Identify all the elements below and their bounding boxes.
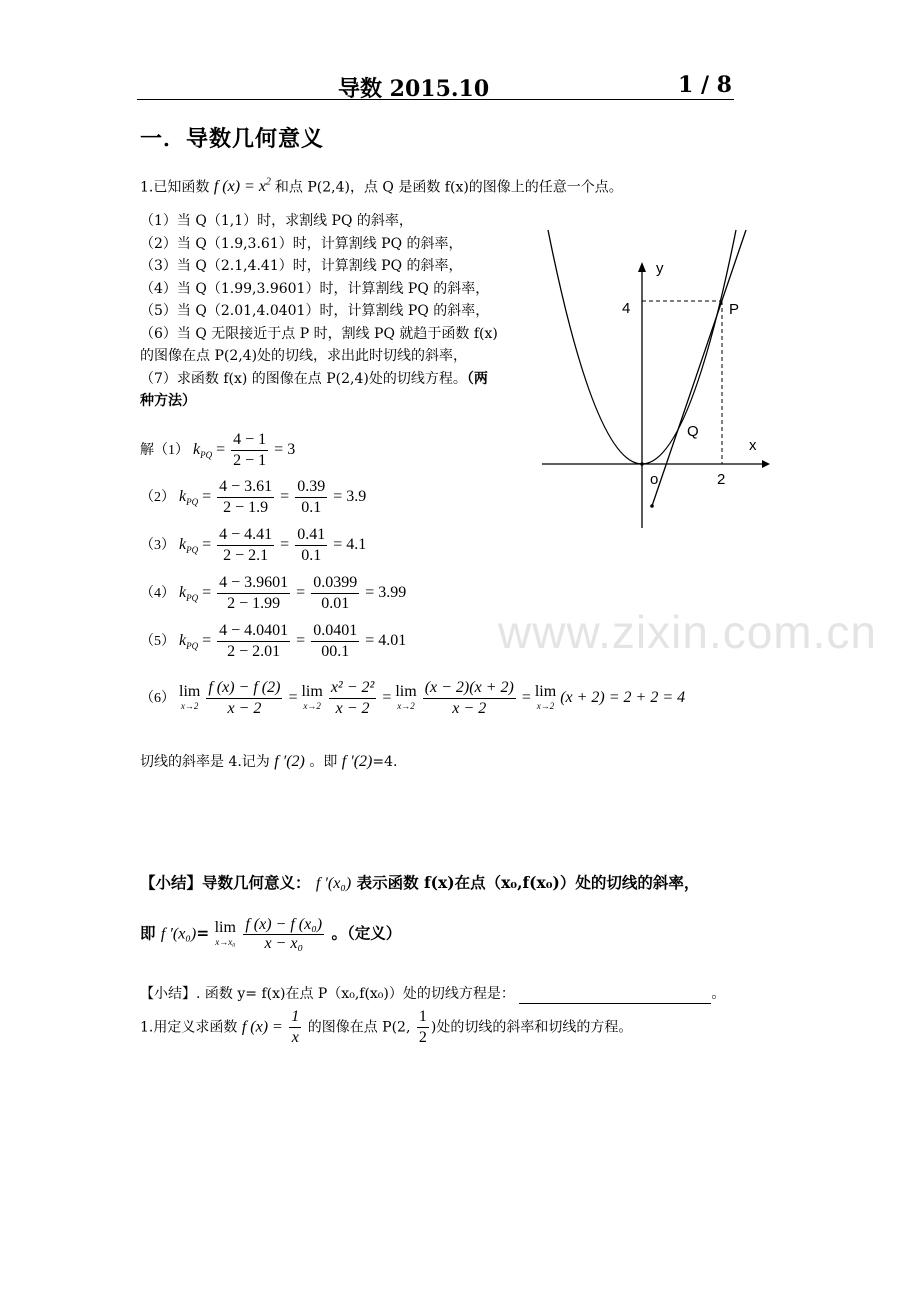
fraction-num: 0.0399 [311,573,359,594]
x-axis-label: x [749,437,757,454]
answer-blank[interactable] [519,989,711,1004]
limit-2 [301,682,323,713]
fraction-num: 4 − 4.41 [217,525,274,546]
conclusion-tail: =4. [372,754,398,770]
slope-k: k [179,488,187,506]
fraction-num: 4 − 4.0401 [217,621,290,642]
problem-intro [140,173,623,197]
limit-2-word: lim [301,682,323,700]
slope-k: k [179,536,187,554]
fraction [311,573,359,614]
tick-4-label: 4 [622,300,631,317]
fraction [217,525,274,566]
slope-symbol [179,584,199,604]
x-axis-arrow [762,460,770,468]
row-result: = 4.1 [333,536,367,554]
slope-sub: PQ [186,497,199,508]
problem-items [140,210,498,413]
fraction-num: 4 − 1 [231,430,268,451]
problem-item-7 [140,368,498,391]
definition-limit-sub: x→x₀ [215,936,236,947]
function-fx: f $(x) = x^2$ [213,177,271,196]
tangent-endpoint [650,504,654,508]
row-result: = 3 [274,441,296,459]
exercise-point-num: 1 [417,1007,429,1028]
conclusion-fprime-1: f ′(2) [274,753,305,770]
origin-point [640,462,644,466]
problem-item-6a: （6）当 Q 无限接近于点 P 时，割线 PQ 就趋于函数 f(x) [140,325,498,342]
solution-row: （5） $k_{PQ}$ = $\frac{4 - 4.0401}{2 - 2.01}$ = $\frac{0.0401}{00.1}$ = 4.01 [140,622,407,660]
fraction [217,621,290,662]
page-number: 1 / 8 [678,72,732,98]
problem-item-3: （3）当 Q（2.1,4.41）时，计算割线 PQ 的斜率， [140,258,463,274]
summary-geometric-meaning [140,871,699,893]
y-axis-arrow [638,262,646,272]
fraction-num: 4 − 3.61 [217,477,274,498]
fraction [311,621,359,662]
origin-label: o [650,471,659,488]
conclusion-lead: 切线的斜率是 4.记为 [140,754,270,770]
summary1-fprime: f ′(x₀) [315,875,352,892]
fraction-6-3 [423,678,516,719]
problem-item-1: （1）当 Q（1,1）时，求割线 PQ 的斜率， [140,213,413,229]
limit-4 [534,682,557,713]
limit-1-sub: x→2 [180,700,199,711]
fraction-6-2-num: x² − 2² [329,678,377,699]
fraction-6-1-num: f (x) − f (2) [206,678,282,699]
slope-sub: PQ [186,545,199,556]
fraction-num: 4 − 3.9601 [217,573,290,594]
solution-row: （4） $k_{PQ}$ = $\frac{4 - 3.9601}{2 - 1.99}$ = $\frac{0.0399}{0.01}$ = 3.99 [140,574,407,612]
exercise-tail: )处的切线的斜率和切线的方程。 [430,1019,633,1036]
problem-item-7-bold: （两 [466,370,488,387]
slope-k: k [193,441,201,459]
watermark: www.zixin.com.cn [498,606,877,658]
solution-lead: 解（1） [140,443,189,459]
solution-row: （2） $k_{PQ}$ = $\frac{4 - 3.61}{2 - 1.9}$ = $\frac{0.39}{0.1}$ = 3.9 [140,478,367,516]
fraction-den: 0.01 [321,595,350,612]
fraction-6-2 [329,678,377,719]
problem-item-4: （4）当 Q（1.99,3.9601）时，计算割线 PQ 的斜率， [140,280,490,297]
fraction-6-3-num: (x − 2)(x + 2) [423,678,516,699]
definition-fprime: f ′(x₀) [160,925,197,943]
limit-4-sub: x→2 [536,700,555,711]
fraction-den: 2 − 1.9 [223,499,269,516]
limit-2-sub: x→2 [303,700,321,711]
exercise-fraction-num: 1 [289,1007,301,1028]
conclusion-fprime-2: f ′(2) [341,753,373,770]
section-title: 一．导数几何意义 [140,126,325,152]
summary2-text: 【小结】. 函数 y= f(x)在点 P（x₀,f(x₀)）处的切线方程是： [140,986,515,1002]
exercise-point-den: 2 [418,1029,427,1046]
slope-k: k [179,584,187,602]
fraction-den: 2 − 1 [233,452,267,469]
slope-k: k [179,632,187,650]
conclusion-mid: 。即 [309,754,338,770]
fraction-den: 2 − 2.01 [227,643,281,660]
exercise-fraction-den: x [291,1029,299,1046]
fraction [295,477,327,518]
definition-limit-word: lim [214,918,236,936]
fraction [231,430,268,471]
slope-symbol [179,488,199,508]
slope-symbol [193,441,213,461]
row-result: = 4.01 [365,632,407,650]
summary2-end: 。 [711,986,726,1002]
parabola-graph [536,228,772,534]
point-q-label: Q [687,423,699,440]
problem-intro-lead: 1.已知函数 [140,179,210,196]
solution-row-label: （2） [140,490,175,506]
tick-2-label: 2 [717,471,726,488]
fraction [217,477,274,518]
summary1-tag: 【小结】导数几何意义： [140,873,311,892]
limit-1-word: lim [179,682,201,700]
definition-limit [214,918,236,949]
solution-row-6: （6） lim x→2 $\frac{f (x) - f (2)}{x - 2}$ = lim x→2 $\frac{\text{x² − 2²}}{x - 2}$ = lim x→2 $\frac{(x - 2)(x + 2)}{x - 2}$ = lim x→2 (x + 2) = 2 + 2 = 4 [140,679,686,717]
problem-item-7-text: （7）求函数 f(x) 的图像在点 P(2,4)处的切线方程。 [140,370,467,387]
definition-lead: 即 [140,923,156,943]
fraction-6-1-den: x − 2 [227,700,262,717]
header-rule [137,99,734,100]
solution-row-label: （4） [140,586,175,602]
exercise-fx: f (x) = [241,1018,283,1036]
fraction-6-3-den: x − 2 [452,700,487,717]
slope-sub: PQ [186,641,199,652]
row6-tail: (x + 2) = 2 + 2 = 4 [560,689,686,707]
fraction-den: 0.1 [301,547,322,564]
exercise-mid: 的图像在点 P(2, [307,1019,411,1036]
exercise-lead: 1.用定义求函数 [140,1019,238,1036]
fraction-den: 2 − 2.1 [223,547,269,564]
limit-3-sub: x→2 [397,700,415,711]
solution-row-label: （5） [140,634,175,650]
fraction-den: 2 − 1.99 [227,595,281,612]
document-title: 导数 2015.10 [338,76,490,102]
y-axis-label: y [656,260,664,277]
slope-sub: PQ [200,450,213,461]
summary-tangent-equation [140,984,725,1004]
fraction-num: 0.0401 [311,621,359,642]
row6-label: （6） [140,691,175,707]
definition-equals: = [196,923,210,943]
problem-item-6b: 的图像在点 P(2,4)处的切线，求出此时切线的斜率， [140,348,468,364]
definition-fraction-den: x − x₀ [264,935,303,952]
solution-row: （3） $k_{PQ}$ = $\frac{4 - 4.41}{2 - 2.1}$ = $\frac{0.41}{0.1}$ = 4.1 [140,526,367,564]
exercise-1 [140,1007,632,1048]
fraction-num: 0.41 [295,525,327,546]
definition-fraction [243,916,324,953]
row-result: = 3.9 [333,488,367,506]
solution-row: 解（1） $k_{PQ}$ = $\frac{4 - 1}{2 - 1}$ = 3 [140,431,296,469]
slope-sub: PQ [186,593,199,604]
point-p-label: P [729,301,740,318]
limit-1 [179,682,201,713]
solution-conclusion [140,752,397,772]
slope-symbol [179,632,199,652]
slope-symbol [179,536,199,556]
problem-item-5: （5）当 Q（2.01,4.0401）时，计算割线 PQ 的斜率， [140,303,490,319]
summary-definition [140,916,401,953]
definition-tail: 。（定义） [331,923,402,943]
fraction-den: 0.1 [301,499,322,516]
fraction-6-2-den: x − 2 [335,700,370,717]
problem-item-7-cont: 种方法） [140,393,196,409]
row-result: = 3.99 [365,584,407,602]
summary1-text: 表示函数 f(x)在点（x₀,f(x₀)）处的切线的斜率， [356,873,700,892]
problem-intro-tail: 和点 P(2,4)，点 Q 是函数 f(x)的图像上的任意一个点。 [274,179,623,196]
fraction-den: 00.1 [321,643,350,660]
fraction-6-1 [206,678,282,719]
fraction [295,525,327,566]
limit-4-word: lim [534,682,557,700]
fraction-num: 0.39 [295,477,327,498]
solution-row-label: （3） [140,538,175,554]
fraction [217,573,290,614]
problem-item-2: （2）当 Q（1.9,3.61）时，计算割线 PQ 的斜率， [140,235,463,252]
exercise-fraction [289,1007,301,1048]
limit-3-word: lim [395,682,417,700]
definition-fraction-num: f (x) − f (x₀) [245,916,323,933]
exercise-point-fraction [417,1007,429,1048]
limit-3 [395,682,417,713]
